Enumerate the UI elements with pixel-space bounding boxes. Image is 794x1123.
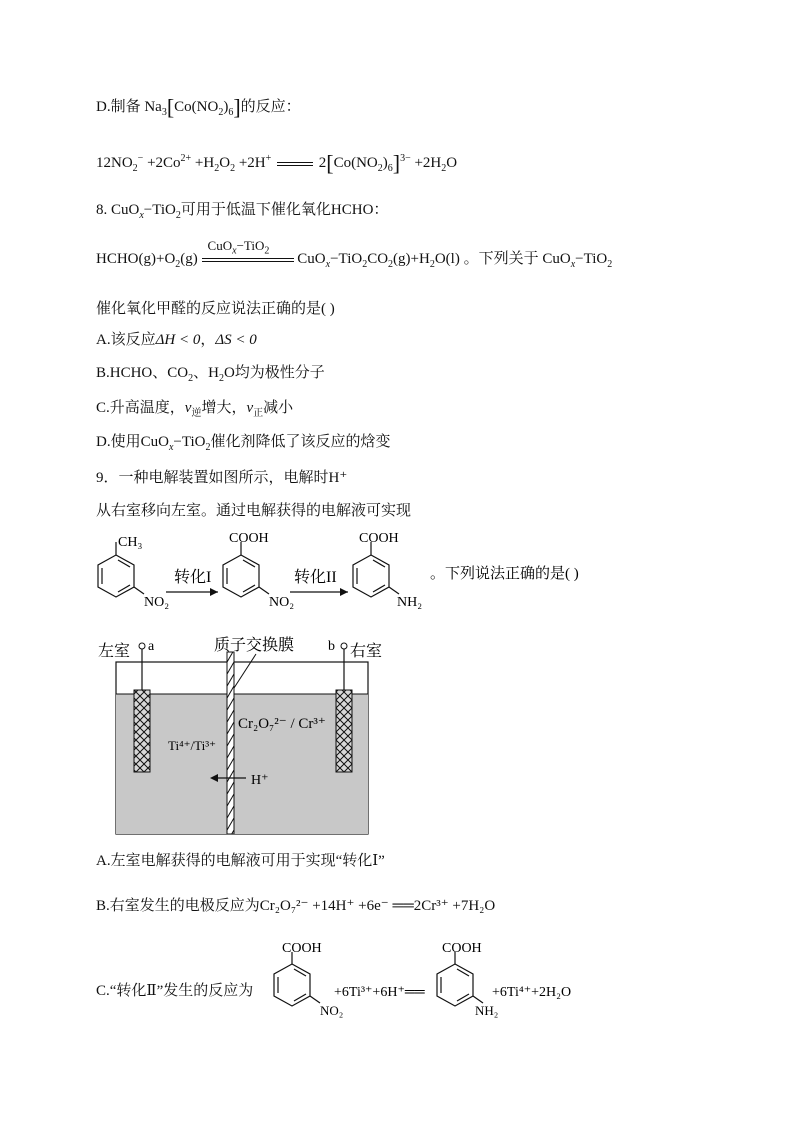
- optc-mid: +6Ti³⁺+6H⁺══: [334, 985, 425, 1000]
- q9-line1-ion: H⁺: [328, 470, 348, 486]
- conv1-label: 转化I: [174, 569, 212, 586]
- q9-scheme-tail: 。下列说法正确的是( ): [430, 566, 579, 582]
- electrode-a: [134, 690, 150, 772]
- ring1-ch3: CH₃: [118, 535, 143, 550]
- q9-option-c-equation: [270, 940, 610, 1024]
- q8-stem: 8. CuO$_x$−TiO$_2$可用于低温下催化氧化HCHO：: [96, 202, 389, 221]
- q8-equation: $HCHO(g)+O_2(g)$ CuO$_x$−TiO$_2$ $CuO_x-TiO_2CO_2(g)+H_2O(l)$ 。下列关于 CuO$_x$−TiO$_2$: [96, 248, 612, 276]
- q7-eq-water: +2H: [414, 155, 442, 171]
- membrane-label: 质子交换膜: [214, 637, 295, 654]
- electrode-b: [336, 690, 352, 772]
- left-ion-label: Ti⁴⁺/Ti³⁺: [168, 738, 216, 753]
- optc-ring-1: [274, 952, 320, 1006]
- q7-d-suffix: 的反应：: [240, 99, 301, 115]
- q7-eq-arrow: [277, 162, 313, 166]
- q8-eq-arrow: [202, 237, 294, 271]
- q8-intro-mid: 可用于低温下催化氧化HCHO：: [180, 202, 389, 218]
- electrolysis-diagram: [96, 636, 396, 838]
- q8-option-a: A.该反应ΔH < 0，ΔS < 0: [96, 332, 257, 348]
- q8-opt-c-label: C.升高温度，: [96, 400, 185, 416]
- q7-equation: $12NO_2^- +2Co^{2+} +H_2O_2 +2H^+$ $2[Co(NO_2)_6]^{3-} +2H_2O$: [96, 150, 458, 176]
- q8-number: 8.: [96, 202, 108, 218]
- ring1-no2: NO₂: [144, 595, 170, 610]
- q8-arrow-catalyst: CuO$_x$−TiO$_2$: [207, 237, 270, 257]
- q8-option-d: D.使用CuO$_x$−TiO$_2$催化剂降低了该反应的焓变: [96, 434, 391, 453]
- q7-d-label: D.制备: [96, 99, 141, 115]
- q9-option-a: A.左室电解获得的电解液可用于实现“转化Ⅰ”: [96, 853, 385, 869]
- left-room-label: 左室: [98, 643, 131, 660]
- q9-reaction-scheme: [96, 530, 636, 620]
- q7-eq-right: 2: [318, 155, 327, 171]
- q8-catalyst: CuO: [111, 202, 140, 218]
- q8-catalyst-tio2: −TiO: [143, 202, 176, 218]
- q7-option-d: D.制备 $Na_3[Co(NO_2)_6]$的反应：: [96, 94, 301, 120]
- q9-line1: 9．一种电解装置如图所示，电解时: [96, 470, 329, 486]
- q7-d-compound: Na: [144, 99, 162, 115]
- q9-stem-line2: 从右室移向左室。通过电解获得的电解液可实现: [96, 503, 412, 519]
- ring3-cooh: COOH: [359, 531, 399, 546]
- q7-eq-h: +2H: [238, 155, 266, 171]
- q8-opt-a-ds: ΔS < 0: [215, 332, 257, 348]
- q7-eq-water-end: O: [446, 155, 458, 171]
- optc-ring-2: [437, 952, 483, 1006]
- ring-1: [98, 542, 144, 597]
- q8-opt-b-label: B.HCHO、CO: [96, 365, 189, 381]
- ring-2: [223, 542, 269, 597]
- q7-eq-h2o2: +H: [194, 155, 215, 171]
- q9-opt-b-label: B.右室发生的电极反应为: [96, 898, 260, 914]
- q7-eq-co: +2Co: [147, 155, 181, 171]
- q8-opt-a-dh: ΔH < 0: [155, 332, 201, 348]
- proton-label: H⁺: [251, 773, 269, 788]
- q8-option-b: B.HCHO、$CO_2$、$H_2O$均为极性分子: [96, 365, 325, 384]
- q7-eq-left: 12NO: [96, 155, 133, 171]
- q9-option-c-label: C.“转化Ⅱ”发生的反应为: [96, 983, 254, 999]
- ring-3: [353, 542, 399, 597]
- membrane: [227, 652, 234, 834]
- optc-ring2-nh2: NH₂: [475, 1003, 499, 1018]
- q8-eq-start: HCHO(g)+O: [96, 251, 176, 267]
- ring3-nh2: NH₂: [397, 595, 423, 610]
- q9-option-b: [96, 895, 495, 917]
- q9-stem-line1: [96, 467, 347, 489]
- right-ion-label: Cr₂O₇²⁻ / Cr³⁺: [238, 716, 326, 732]
- ring2-no2: NO₂: [269, 595, 295, 610]
- electrode-a-label: a: [148, 639, 155, 654]
- q8-option-c: C.升高温度，$v_逆$增大，$v_正$减小: [96, 400, 294, 419]
- optc-ring1-cooh: COOH: [282, 941, 322, 956]
- right-room-label: 右室: [350, 643, 383, 660]
- ring2-cooh: COOH: [229, 531, 269, 546]
- q9-opt-b-eq: Cr₂O₇²⁻ +14H⁺ +6e⁻ ══2Cr³⁺ +7H₂O: [259, 898, 496, 914]
- electrolyte: [116, 694, 368, 834]
- q8-eq-products: CuO: [297, 251, 326, 267]
- electrode-b-label: b: [328, 639, 335, 654]
- q8-stem2: 催化氧化甲醛的反应说法正确的是( ): [96, 301, 335, 317]
- q8-opt-d-label: D.使用: [96, 434, 141, 450]
- optc-end: +6Ti⁴⁺+2H₂O: [492, 985, 572, 1000]
- q8-opt-a-label: A.该反应: [96, 332, 156, 348]
- q8-eq-tail: 。下列关于: [463, 251, 539, 267]
- optc-ring1-no2: NO₂: [320, 1003, 344, 1018]
- q8-eq-mid: (g): [180, 251, 198, 267]
- optc-ring2-cooh: COOH: [442, 941, 482, 956]
- conv2-label: 转化II: [294, 569, 337, 586]
